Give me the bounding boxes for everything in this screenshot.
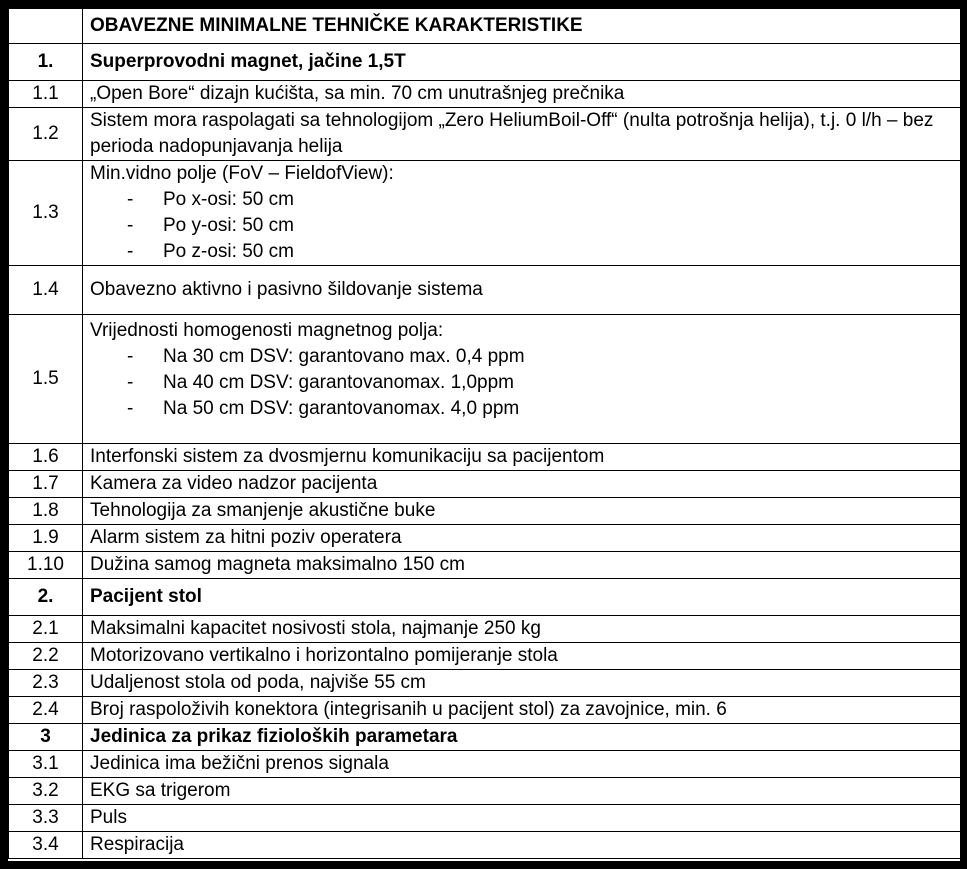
item-number: 1.8: [9, 498, 83, 525]
item-number: 2.1: [9, 616, 83, 643]
section-row: [9, 579, 961, 616]
item-text: Puls: [83, 805, 961, 832]
item-text: „Open Bore“ dizajn kućišta, sa min. 70 cm unutrašnjeg prečnika: [83, 81, 961, 108]
item-number: 2.2: [9, 643, 83, 670]
item-number: 1.10: [9, 552, 83, 579]
header-empty-cell: [9, 9, 83, 44]
table-row: [9, 315, 961, 444]
item-text: Vrijednosti homogenosti magnetnog polja:: [90, 320, 444, 341]
bullet-item: - Na 50 cm DSV: garantovanomax. 4,0 ppm: [90, 396, 960, 422]
table-row: [9, 778, 961, 805]
item-number: 1.5: [9, 315, 83, 444]
item-text: Maksimalni kapacitet nosivosti stola, najmanje 250 kg: [83, 616, 961, 643]
item-number: 3.3: [9, 805, 83, 832]
item-number: 3.1: [9, 751, 83, 778]
item-number: 1.4: [9, 266, 83, 315]
item-number: 1.3: [9, 161, 83, 266]
table-row: [9, 643, 961, 670]
item-text: Dužina samog magneta maksimalno 150 cm: [83, 552, 961, 579]
table-row: [9, 525, 961, 552]
section-row: [9, 44, 961, 81]
item-text: Min.vidno polje (FoV – FieldofView):: [90, 163, 394, 184]
table-row: [9, 81, 961, 108]
item-cell: [83, 161, 961, 266]
spec-table: [8, 8, 960, 859]
table-row: [9, 498, 961, 525]
item-text: Tehnologija za smanjenje akustične buke: [83, 498, 961, 525]
document-page: [8, 8, 960, 861]
section-row: [9, 724, 961, 751]
item-number: 1.7: [9, 471, 83, 498]
item-number: 1.2: [9, 108, 83, 161]
item-cell: [83, 315, 961, 444]
item-number: 3.2: [9, 778, 83, 805]
bullet-item: - Po y-osi: 50 cm: [90, 213, 960, 239]
bullet-item: - Na 30 cm DSV: garantovano max. 0,4 ppm: [90, 344, 960, 370]
table-row: [9, 471, 961, 498]
item-number: 1.1: [9, 81, 83, 108]
item-text: EKG sa trigerom: [83, 778, 961, 805]
section-title: Jedinica za prikaz fizioloških parametara: [83, 724, 961, 751]
item-number: 1.6: [9, 444, 83, 471]
table-row: [9, 832, 961, 859]
section-number: 3: [9, 724, 83, 751]
bullet-list: [90, 187, 960, 265]
bullet-item: - Po x-osi: 50 cm: [90, 187, 960, 213]
table-header-row: [9, 9, 961, 44]
item-number: 1.9: [9, 525, 83, 552]
section-number: 1.: [9, 44, 83, 81]
item-number: 3.4: [9, 832, 83, 859]
item-text: Interfonski sistem za dvosmjernu komunikaciju sa pacijentom: [83, 444, 961, 471]
item-text: Broj raspoloživih konektora (integrisanih u pacijent stol) za zavojnice, min. 6: [83, 697, 961, 724]
item-text: Sistem mora raspolagati sa tehnologijom „Zero HeliumBoil-Off“ (nulta potrošnja helija), t.j. 0 l/h – bez perioda nadopunjavanja helija: [83, 108, 961, 161]
section-title: Superprovodni magnet, jačine 1,5T: [83, 44, 961, 81]
item-number: 2.3: [9, 670, 83, 697]
table-row: [9, 670, 961, 697]
table-row: [9, 805, 961, 832]
item-text: Obavezno aktivno i pasivno šildovanje sistema: [83, 266, 961, 315]
item-text: Alarm sistem za hitni poziv operatera: [83, 525, 961, 552]
table-row: [9, 697, 961, 724]
item-text: Kamera za video nadzor pacijenta: [83, 471, 961, 498]
bullet-item: - Na 40 cm DSV: garantovanomax. 1,0ppm: [90, 370, 960, 396]
item-text: Respiracija: [83, 832, 961, 859]
table-row: [9, 616, 961, 643]
item-number: 2.4: [9, 697, 83, 724]
item-text: Jedinica ima bežični prenos signala: [83, 751, 961, 778]
table-title: OBAVEZNE MINIMALNE TEHNIČKE KARAKTERISTIKE: [83, 9, 961, 44]
bullet-item: - Po z-osi: 50 cm: [90, 239, 960, 265]
table-row: [9, 108, 961, 161]
section-title: Pacijent stol: [83, 579, 961, 616]
table-row: [9, 751, 961, 778]
table-row: [9, 444, 961, 471]
item-text: Udaljenost stola od poda, najviše 55 cm: [83, 670, 961, 697]
bullet-list: [90, 344, 960, 422]
table-row: [9, 266, 961, 315]
table-row: [9, 161, 961, 266]
item-text: Motorizovano vertikalno i horizontalno pomijeranje stola: [83, 643, 961, 670]
section-number: 2.: [9, 579, 83, 616]
table-row: [9, 552, 961, 579]
